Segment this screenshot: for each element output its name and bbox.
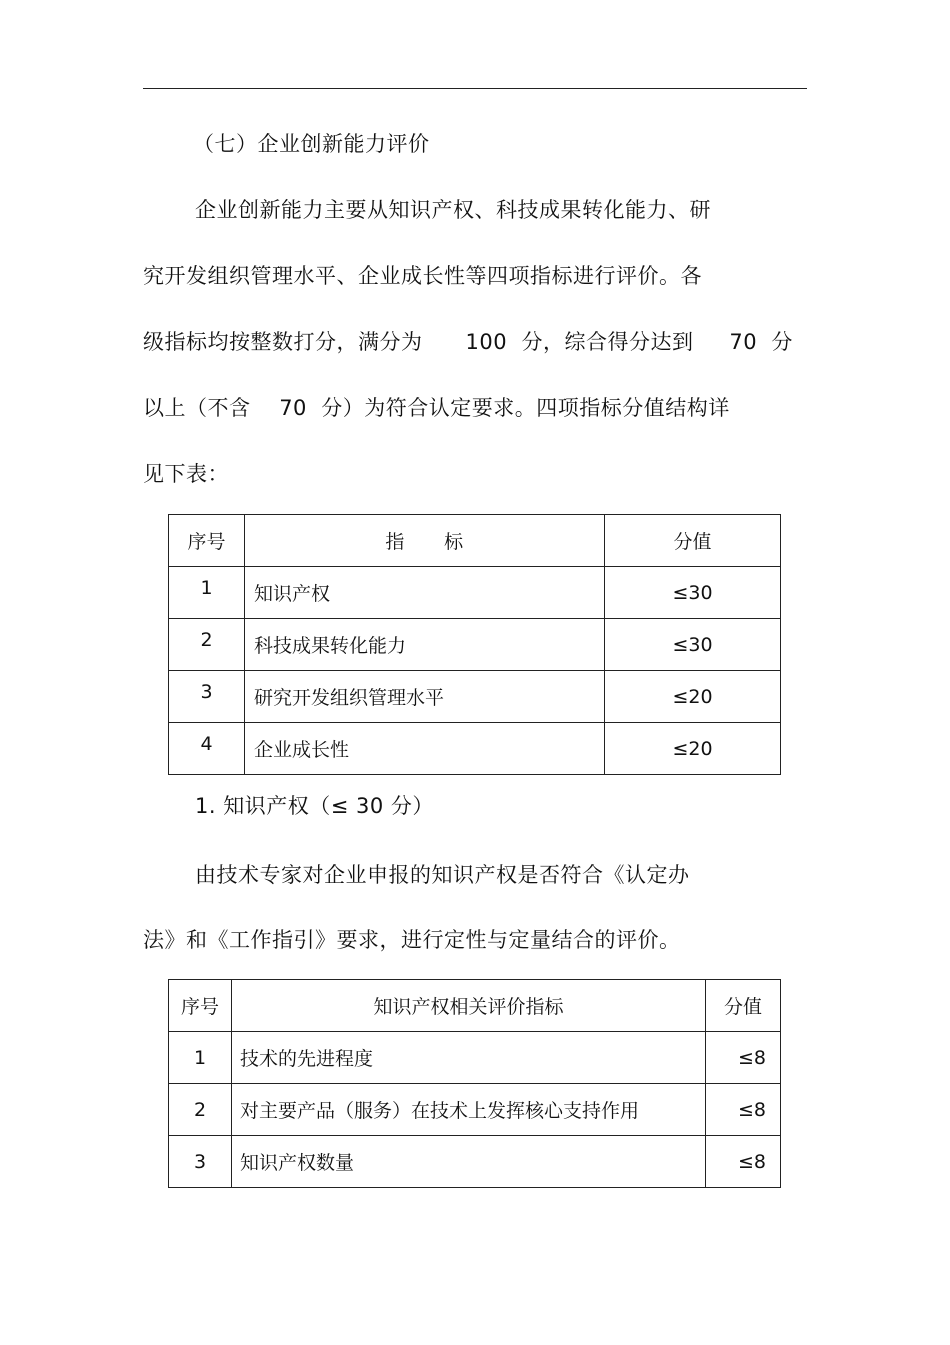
intro-line-1: 企业创新能力主要从知识产权、科技成果转化能力、研 xyxy=(195,198,711,222)
header-rule xyxy=(143,88,807,89)
row-no: 1 xyxy=(169,1032,232,1084)
row-indicator: 研究开发组织管理水平 xyxy=(245,671,605,723)
ip-line-1: 由技术专家对企业申报的知识产权是否符合《认定办 xyxy=(195,863,690,887)
header-indicator: 指 标 xyxy=(245,515,605,567)
subsection-title: 1. 知识产权（≤ 30 分） xyxy=(195,794,434,818)
row-indicator: 对主要产品（服务）在技术上发挥核心支持作用 xyxy=(232,1084,706,1136)
table-row xyxy=(169,1136,781,1188)
header-score: 分值 xyxy=(706,980,781,1032)
table-row xyxy=(169,1084,781,1136)
table-row xyxy=(169,619,781,671)
row-indicator: 知识产权 xyxy=(245,567,605,619)
row-score: ≤8 xyxy=(706,1032,781,1084)
table-header-row xyxy=(169,515,781,567)
header-no: 序号 xyxy=(169,515,245,567)
section-title: （七）企业创新能力评价 xyxy=(193,132,430,156)
row-score: ≤30 xyxy=(605,567,781,619)
row-no: 1 xyxy=(169,567,245,619)
row-score: ≤8 xyxy=(706,1136,781,1188)
row-no: 3 xyxy=(169,1136,232,1188)
table-header-row xyxy=(169,980,781,1032)
row-score: ≤20 xyxy=(605,671,781,723)
row-indicator: 企业成长性 xyxy=(245,723,605,775)
header-indicator: 知识产权相关评价指标 xyxy=(232,980,706,1032)
intro-line-2: 究开发组织管理水平、企业成长性等四项指标进行评价。各 xyxy=(143,264,702,288)
row-score: ≤30 xyxy=(605,619,781,671)
table-row xyxy=(169,1032,781,1084)
row-indicator: 知识产权数量 xyxy=(232,1136,706,1188)
row-indicator: 技术的先进程度 xyxy=(232,1032,706,1084)
row-indicator: 科技成果转化能力 xyxy=(245,619,605,671)
score-structure-table xyxy=(168,514,781,775)
row-score: ≤8 xyxy=(706,1084,781,1136)
table-row xyxy=(169,723,781,775)
intro-line-5: 见下表： xyxy=(143,462,229,486)
row-no: 2 xyxy=(169,619,245,671)
ip-evaluation-table xyxy=(168,979,781,1188)
header-no: 序号 xyxy=(169,980,232,1032)
header-score: 分值 xyxy=(605,515,781,567)
row-score: ≤20 xyxy=(605,723,781,775)
intro-line-4: 以上（不含 70 分）为符合认定要求。四项指标分值结构详 xyxy=(143,396,730,420)
row-no: 4 xyxy=(169,723,245,775)
table-row xyxy=(169,567,781,619)
table-row xyxy=(169,671,781,723)
row-no: 2 xyxy=(169,1084,232,1136)
ip-line-2: 法》和《工作指引》要求，进行定性与定量结合的评价。 xyxy=(143,928,681,952)
row-no: 3 xyxy=(169,671,245,723)
intro-line-3: 级指标均按整数打分，满分为 100 分，综合得分达到 70 分 xyxy=(143,330,793,354)
